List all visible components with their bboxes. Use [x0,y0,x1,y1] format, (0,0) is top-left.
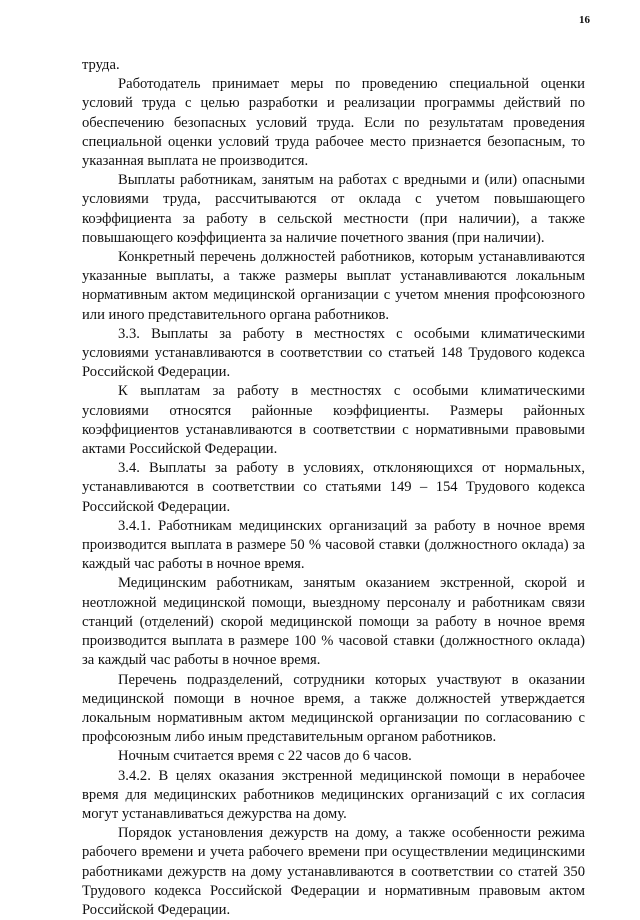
paragraph: Порядок установления дежурств на дому, а также особенности режима рабочего времени и учета рабочего времени при осуществлении медицинскими работниками дежурств на дому устанавливаются в соответствии со статей 350 Трудового кодекса Российской Федерации и нормативным правовым актом Российской Федерации. [82,825,585,918]
section-paragraph-3-3: 3.3. Выплаты за работу в местностях с особыми климатическими условиями устанавливаются в соответствии со статьей 148 Трудового кодекса Российской Федерации. [82,325,585,381]
document-body [82,56,585,920]
paragraph: Выплаты работникам, занятым на работах с вредными и (или) опасными условиями труда, рассчитываются от оклада с учетом повышающего коэффициента за работу в сельской местности (при наличии), а также повышающего коэффициента за наличие почетного звания (при наличии). [82,172,585,246]
section-paragraph-3-4-1: 3.4.1. Работникам медицинских организаций за работу в ночное время производится выплата в размере 50 % часовой ставки (должностного оклада) за каждый час работы в ночное время. [82,517,585,573]
paragraph: Медицинским работникам, занятым оказанием экстренной, скорой и неотложной медицинской помощи, выездному персоналу и работникам связи станций (отделений) скорой медицинской помощи за работу в ночное время производится выплата в размере 100 % часовой ставки (должностного оклада) за каждый час работы в ночное время. [82,575,585,669]
section-paragraph-3-4: 3.4. Выплаты за работу в условиях, отклоняющихся от нормальных, устанавливаются в соответствии со статьями 149 – 154 Трудового кодекса Российской Федерации. [82,460,585,515]
section-paragraph-3-4-2: 3.4.2. В целях оказания экстренной медицинской помощи в нерабочее время для медицинских работников медицинских организаций с их согласия могут устанавливаться дежурства на дому. [82,767,585,822]
paragraph: К выплатам за работу в местностях с особыми климатическими условиями относятся районные коэффициенты. Размеры районных коэффициентов устанавливаются в соответствии с нормативными правовыми актами Российской Федерации. [82,383,585,458]
paragraph: Конкретный перечень должностей работников, которым устанавливаются указанные выплаты, а также размеры выплат устанавливаются локальным нормативным актом медицинской организации с учетом мнения профсоюзного или иного представительного органа работников. [82,249,585,323]
paragraph-continuation: труда. [82,57,120,73]
paragraph: Ночным считается время с 22 часов до 6 часов. [118,748,412,765]
paragraph: Перечень подразделений, сотрудники которых участвуют в оказании медицинской помощи в ночное время, а также должностей утверждается локальным нормативным актом медицинской организации по согласованию с профсоюзным либо иным представительным органом работников. [82,671,585,746]
page-number: 16 [579,14,590,26]
paragraph: Работодатель принимает меры по проведению специальной оценки условий труда с целью разработки и реализации программы действий по обеспечению безопасных условий труда. Если по результатам проведения специальной оценки условий труда рабочее место признается безопасным, то указанная выплата не производится. [82,76,585,170]
